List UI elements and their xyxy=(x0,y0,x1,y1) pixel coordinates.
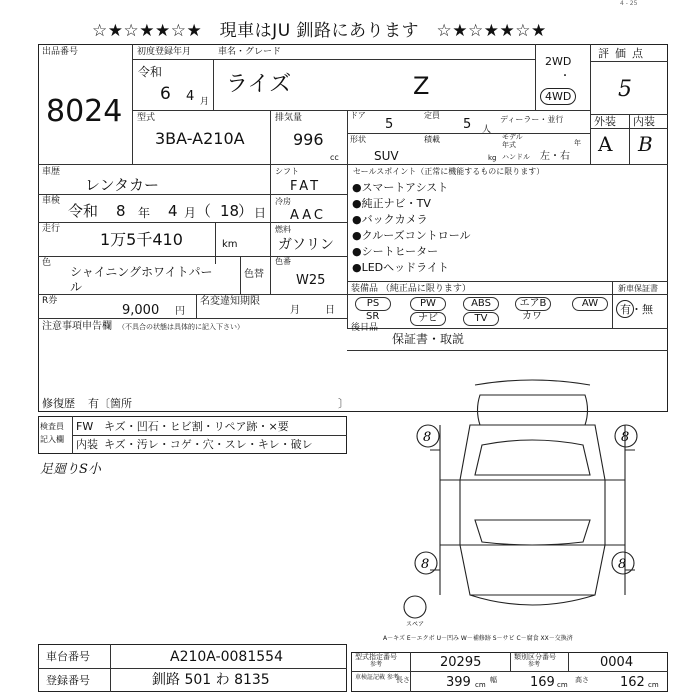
fuel-value: ガソリン xyxy=(278,237,334,253)
interior-value: B xyxy=(638,132,653,156)
equipment-item: TV xyxy=(463,312,499,326)
cabin-outline xyxy=(460,480,605,545)
handle-value: 左・右 xyxy=(540,151,570,162)
repair-close: 〕 xyxy=(338,397,349,410)
sales-point-item: ●バックカメラ xyxy=(352,213,428,226)
capacity-value: 5 xyxy=(463,117,472,132)
damage-legend: A－キズ E－エクボ U－凹み W－補修跡 S－サビ C－腐食 XX－交換済 xyxy=(383,635,573,642)
documents-value: 保証書・取説 xyxy=(392,332,465,346)
model-label: 型式 xyxy=(137,113,156,123)
exterior-label: 外装 xyxy=(594,115,616,128)
rear-bumper xyxy=(470,595,595,605)
exterior-value: A xyxy=(598,132,613,156)
tire-mark-rear-right: 8 xyxy=(618,557,627,572)
height-label: 高さ xyxy=(575,676,589,684)
inspection-day: 18 xyxy=(220,202,240,220)
inspection-day-close: ） xyxy=(238,202,254,220)
warranty-label: 新車保証書 xyxy=(618,284,658,293)
lot-label: 出品番号 xyxy=(42,47,79,57)
inspector-row2-head: 内装 xyxy=(76,438,98,451)
color-code-label: 色番 xyxy=(275,257,291,266)
inspector-label-2: 記入欄 xyxy=(40,435,64,444)
fuel-label: 燃料 xyxy=(275,225,291,234)
notes-sub: （不具合の状態は具体的に記入下さい） xyxy=(118,323,244,331)
equipment-item: PW xyxy=(410,297,446,311)
height-unit: cm xyxy=(648,681,659,689)
sales-point-item: ●純正ナビ・TV xyxy=(352,197,431,210)
color-code-value: W25 xyxy=(296,273,326,288)
inspector-handwritten: 足廻りS小 xyxy=(40,462,101,477)
dealer-label: ディーラー・並行 xyxy=(500,115,564,124)
sales-point-item: ●スマートアシスト xyxy=(352,181,449,194)
name-change-day: 日 xyxy=(325,305,335,316)
capacity-unit: 人 xyxy=(482,125,492,135)
inspector-label-1: 検査員 xyxy=(40,422,64,431)
aircon-value: AAC xyxy=(290,208,326,223)
inspector-row1: キズ・凹石・ヒビ割・リペア跡・×要 xyxy=(104,420,289,433)
mileage-value: 1万5千410 xyxy=(100,230,183,249)
recycle-unit: 円 xyxy=(175,306,185,317)
length-value: 399 xyxy=(446,675,471,690)
score-label: 評価点 xyxy=(598,47,649,60)
capacity-label: 定員 xyxy=(424,111,440,120)
doors-value: 5 xyxy=(385,117,394,132)
score-value: 5 xyxy=(618,77,632,102)
banner: ☆★☆★★☆★ 現車はJU 釧路にあります ☆★☆★★☆★ xyxy=(92,21,547,41)
type-designation-label: 型式指定番号 xyxy=(355,653,397,661)
width-unit: cm xyxy=(557,681,568,689)
warranty-circle xyxy=(616,300,634,318)
repair-value: 有〔箇所 xyxy=(88,397,132,410)
inspection-day-unit: 日 xyxy=(254,206,267,220)
model-year-unit: 年 xyxy=(574,139,581,147)
aircon-label: 冷房 xyxy=(275,197,291,206)
shape-label: 形状 xyxy=(350,135,366,144)
shift-value: FAT xyxy=(290,179,322,194)
spare-tire-circle xyxy=(404,596,426,618)
inspector-row1-head: FW xyxy=(76,420,94,433)
plate-value: 釧路 501 わ 8135 xyxy=(152,672,270,688)
mileage-label: 走行 xyxy=(42,224,61,234)
equipment-item: カワ xyxy=(522,311,542,322)
inspection-era: 令和 xyxy=(68,202,99,220)
type-designation-value: 20295 xyxy=(440,655,482,670)
notes-label: 注意事項申告欄 xyxy=(42,321,112,332)
color-change-label: 色替 xyxy=(244,269,264,280)
inspection-year: 8 xyxy=(116,202,126,220)
loading-unit: kg xyxy=(488,154,497,162)
drive-dot: ・ xyxy=(560,71,570,82)
right-side xyxy=(625,425,635,595)
hood-outline xyxy=(460,425,605,480)
tire-mark-front-right: 8 xyxy=(621,430,630,445)
recycle-value: 9,000 xyxy=(122,303,160,318)
type-designation-sub: 参考 xyxy=(370,661,383,668)
documents-label: 後日品 xyxy=(351,323,379,333)
roof-outline xyxy=(478,395,588,425)
car-name: ライズ xyxy=(226,72,292,97)
recycle-label: R券 xyxy=(42,296,58,306)
chassis-label: 車台番号 xyxy=(46,650,90,663)
equipment-item: PS xyxy=(355,297,391,311)
dims-sub-label: 車検証記載 参考 xyxy=(355,674,399,681)
equipment-item: ABS xyxy=(463,297,499,311)
shape-value: SUV xyxy=(374,149,399,163)
sales-point-item: ●LEDヘッドライト xyxy=(352,261,449,274)
inspection-day-open: （ xyxy=(196,202,212,220)
plate-label: 登録番号 xyxy=(46,674,90,687)
inspection-month-unit: 月 xyxy=(184,206,197,220)
class-number-sub: 参考 xyxy=(528,661,541,668)
registration-year: 6 xyxy=(160,84,171,104)
warranty-value: 有・無 xyxy=(620,303,653,316)
spare-label: スペア xyxy=(406,621,425,628)
tire-mark-rear-left: 8 xyxy=(421,557,430,572)
width-value: 169 xyxy=(530,675,555,690)
name-change-month: 月 xyxy=(290,305,300,316)
chassis-value: A210A-0081554 xyxy=(170,649,283,665)
length-label: 長さ xyxy=(396,676,410,684)
repair-label: 修復歴 xyxy=(42,397,75,410)
class-number-value: 0004 xyxy=(600,655,634,670)
loading-label: 積載 xyxy=(424,135,440,144)
color-value-2: ル xyxy=(70,280,83,294)
inspection-year-unit: 年 xyxy=(138,206,151,220)
mileage-unit: km xyxy=(222,239,238,250)
class-number-label: 類別区分番号 xyxy=(514,653,556,661)
shift-label: シフト xyxy=(275,167,299,176)
car-grade: Z xyxy=(413,72,430,100)
interior-label: 内装 xyxy=(633,115,655,128)
displacement-value: 996 xyxy=(293,130,324,149)
registration-month: 4 xyxy=(186,89,195,104)
equipment-item: ナビ xyxy=(410,312,446,326)
height-value: 162 xyxy=(620,675,645,690)
model-year-label1: モデル xyxy=(502,133,523,141)
trunk-outline xyxy=(460,545,605,595)
drive-2wd: 2WD xyxy=(545,55,572,68)
doors-label: ドア xyxy=(350,111,366,120)
registration-era: 令和 xyxy=(138,65,163,79)
front-bumper xyxy=(475,380,590,385)
equipment-item: SR xyxy=(366,311,380,322)
sales-point-item: ●クルーズコントロール xyxy=(352,229,471,242)
handle-label: ハンドル xyxy=(502,153,530,161)
registration-month-unit: 月 xyxy=(200,97,210,107)
length-unit: cm xyxy=(475,681,486,689)
width-label: 幅 xyxy=(490,676,497,684)
lot-number: 8024 xyxy=(46,94,123,129)
sales-points-label: セールスポイント（正常に機能するものに限ります） xyxy=(353,167,545,176)
history-label: 車歴 xyxy=(42,167,61,177)
equipment-item: エアB xyxy=(515,297,551,311)
car-damage-diagram xyxy=(400,370,665,635)
displacement-unit: cc xyxy=(330,153,339,162)
windshield xyxy=(475,440,590,475)
car-name-label: 車名・グレード xyxy=(218,47,282,57)
equipment-item: AW xyxy=(572,297,608,311)
rear-window xyxy=(475,520,590,545)
model-value: 3BA-A210A xyxy=(155,129,245,148)
name-change-label: 名変違知期限 xyxy=(200,296,260,307)
sales-point-item: ●シートヒーター xyxy=(352,245,439,258)
inspector-row2: キズ・汚レ・コゲ・穴・スレ・キレ・破レ xyxy=(104,438,313,451)
drive-4wd: 4WD xyxy=(540,88,576,105)
inspection-label: 車検 xyxy=(42,196,61,206)
tire-mark-front-left: 8 xyxy=(423,430,432,445)
color-label: 色 xyxy=(42,258,52,268)
history-value: レンタカー xyxy=(85,176,160,194)
corner-note: 4 - 25 xyxy=(620,0,638,7)
model-year-label2: 年式 xyxy=(502,141,516,149)
registration-label: 初度登録年月 xyxy=(137,47,192,57)
inspection-month: 4 xyxy=(168,202,178,220)
equipment-label: 装備品 （純正品に限ります） xyxy=(351,284,471,294)
displacement-label: 排気量 xyxy=(275,113,303,123)
color-value-1: シャイニングホワイトパー xyxy=(70,265,213,279)
